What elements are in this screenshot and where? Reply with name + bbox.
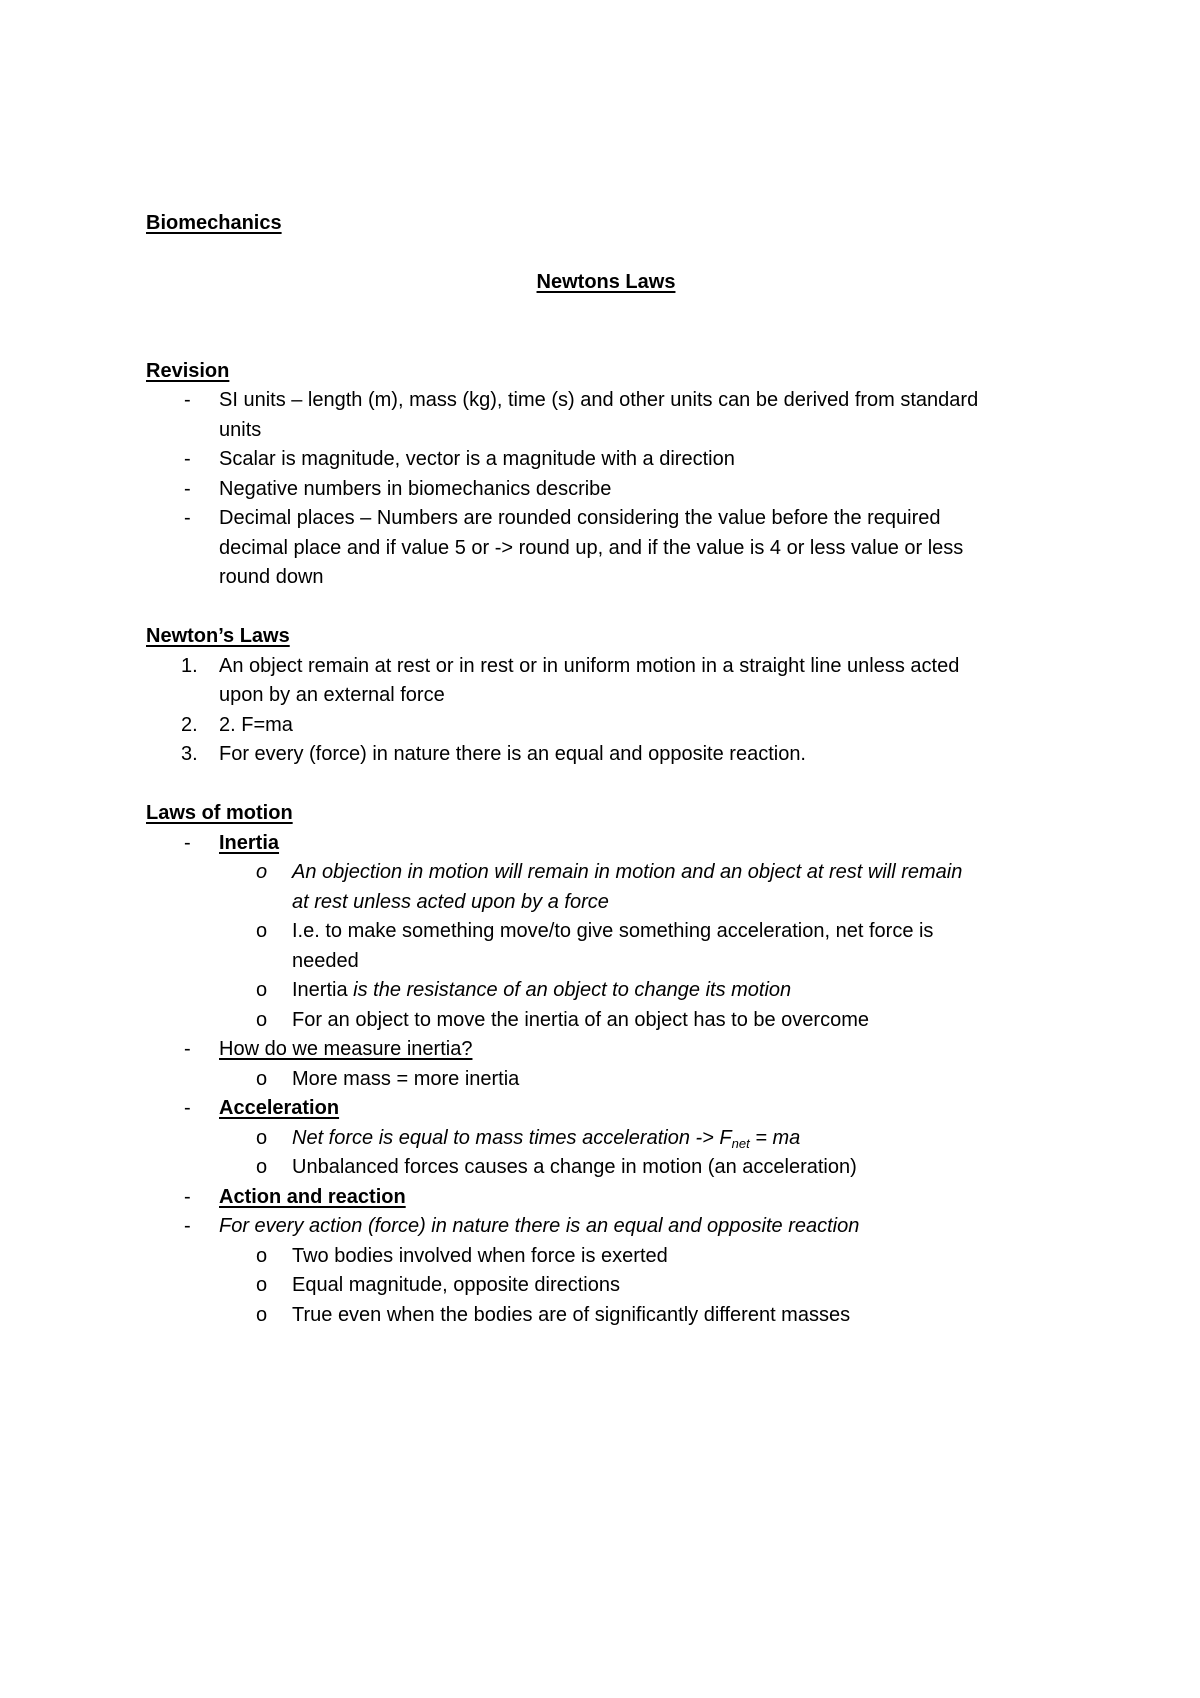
list-item: - Decimal places – Numbers are rounded considering the value before the required (146, 504, 1066, 534)
list-item: - SI units – length (m), mass (kg), time (s) and other units can be derived from standard (146, 386, 1066, 416)
item-number: 2. (181, 713, 198, 736)
dash-bullet: - (184, 477, 191, 500)
circle-bullet: o (256, 979, 268, 1001)
circle-bullet: o (256, 1303, 268, 1326)
dash-bullet: - (184, 1097, 191, 1119)
dash-bullet: - (184, 1038, 191, 1060)
sub-item-continued: needed (292, 949, 359, 972)
dash-bullet: - (184, 831, 191, 854)
dash-bullet: - (184, 1185, 191, 1208)
section-heading-newtons-laws: Newton’s Laws (146, 625, 290, 647)
list-item-continued: units (219, 418, 262, 441)
list-item: - Negative numbers in biomechanics describe (146, 475, 1066, 505)
dash-bullet: - (184, 389, 191, 411)
dash-bullet: - (184, 507, 191, 529)
list-item-continued: round down (219, 566, 324, 588)
item-number: 1. (181, 654, 198, 677)
list-item-acceleration: - Acceleration (146, 1094, 1066, 1124)
sub-item: o An objection in motion will remain in motion and an object at rest will remain (146, 858, 1066, 888)
numbered-item: 3. For every (force) in nature there is an equal and opposite reaction. (146, 740, 1066, 770)
list-item-action-reaction: - Action and reaction (146, 1183, 1066, 1213)
document-subtitle: Newtons Laws (536, 271, 676, 293)
circle-bullet: o (256, 1274, 268, 1296)
dash-bullet: - (184, 448, 191, 470)
sub-item: o Net force is equal to mass times acceleration -> $F_{net}$ = ma (146, 1124, 1066, 1154)
sub-item: o I.e. to make something move/to give something acceleration, net force is (146, 917, 1066, 947)
circle-bullet: o (256, 1008, 268, 1031)
list-item: - Scalar is magnitude, vector is a magnitude with a direction (146, 445, 1066, 475)
sub-item: o More mass = more inertia (146, 1065, 1066, 1095)
section-heading-laws-of-motion: Laws of motion (146, 802, 293, 824)
circle-bullet: o (256, 920, 268, 942)
list-item-measure-inertia: - How do we measure inertia? (146, 1035, 1066, 1065)
section-heading-revision: Revision (146, 359, 230, 382)
circle-bullet: o (256, 1156, 268, 1178)
circle-bullet: o (256, 1067, 268, 1090)
dash-bullet: - (184, 1215, 191, 1237)
item-number: 3. (181, 743, 198, 765)
sub-item-continued: at rest unless acted upon by a force (292, 890, 609, 913)
circle-bullet: o (256, 1244, 268, 1267)
document-title: Biomechanics (146, 212, 282, 234)
list-item-inertia: - Inertia (146, 829, 1066, 859)
sub-item: o Unbalanced forces causes a change in motion (an acceleration) (146, 1153, 1066, 1183)
circle-bullet: o (256, 861, 268, 883)
list-item-continued: decimal place and if value 5 or -> round up, and if the value is 4 or less value or less (219, 536, 964, 559)
sub-item: o True even when the bodies are of significantly different masses (146, 1301, 1066, 1331)
sub-item: o Equal magnitude, opposite directions (146, 1271, 1066, 1301)
document-page (146, 209, 1066, 1330)
numbered-item: 1. An object remain at rest or in rest or in uniform motion in a straight line unless acted (146, 652, 1066, 682)
sub-item: o Inertia is the resistance of an object to change its motion (146, 976, 1066, 1006)
numbered-item-continued: upon by an external force (219, 684, 445, 706)
list-item: - For every action (force) in nature there is an equal and opposite reaction (146, 1212, 1066, 1242)
sub-item: o For an object to move the inertia of an object has to be overcome (146, 1006, 1066, 1036)
sub-item: o Two bodies involved when force is exerted (146, 1242, 1066, 1272)
numbered-item: 2. 2. F=ma (146, 711, 1066, 741)
circle-bullet: o (256, 1126, 268, 1149)
